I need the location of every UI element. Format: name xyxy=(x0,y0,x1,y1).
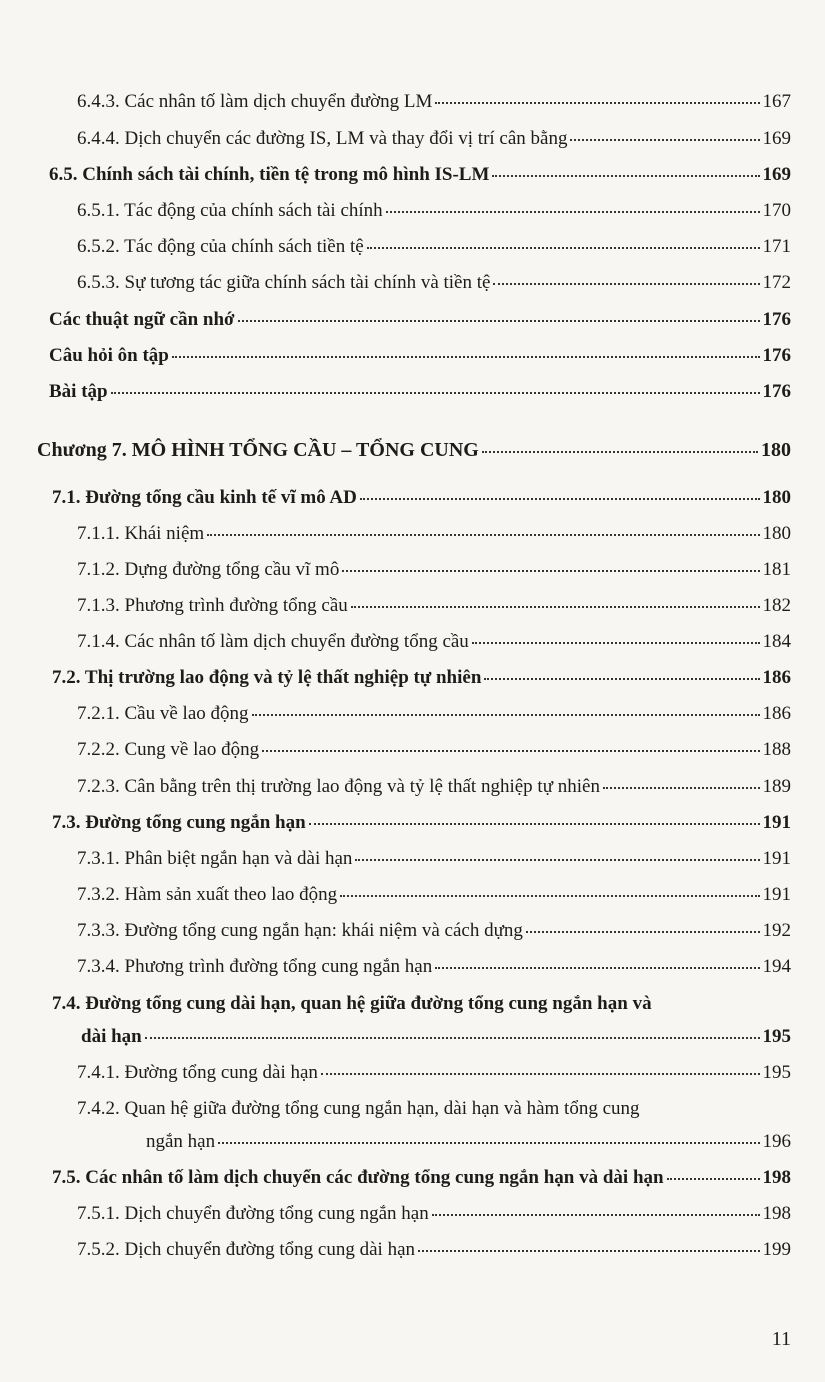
leader-dots xyxy=(435,102,759,104)
toc-entry-title: 7.3. Đường tổng cung ngắn hạn xyxy=(52,812,306,833)
toc-entry-section xyxy=(81,1025,791,1049)
toc-entry-title: 7.2. Thị trường lao động và tỷ lệ thất nghiệp tự nhiên xyxy=(52,667,482,688)
toc-entry-title: 7.1. Đường tổng cầu kinh tế vĩ mô AD xyxy=(52,487,357,508)
toc-entry-section xyxy=(52,486,791,510)
leader-dots xyxy=(367,247,760,249)
toc-entry-title: Các thuật ngữ cần nhớ xyxy=(49,309,235,330)
toc-entry xyxy=(77,199,791,223)
toc-entry-page: 191 xyxy=(762,884,791,905)
toc-entry xyxy=(77,630,791,654)
toc-entry-title: 7.2.3. Cân bằng trên thị trường lao động và tỷ lệ thất nghiệp tự nhiên xyxy=(77,776,600,797)
toc-entry xyxy=(77,1238,791,1262)
leader-dots xyxy=(493,283,759,285)
leader-dots xyxy=(432,1214,760,1216)
toc-entry xyxy=(77,522,791,546)
toc-entry-title: 6.5.2. Tác động của chính sách tiền tệ xyxy=(77,236,364,257)
toc-entry-page: 176 xyxy=(762,381,791,402)
leader-dots xyxy=(603,787,760,789)
toc-entry-title: 6.5.3. Sự tương tác giữa chính sách tài chính và tiền tệ xyxy=(77,272,491,293)
toc-entry-title: ngắn hạn xyxy=(146,1131,216,1152)
toc-entry-page: 191 xyxy=(762,848,791,869)
leader-dots xyxy=(360,498,760,500)
leader-dots xyxy=(526,931,760,933)
leader-dots xyxy=(340,895,759,897)
toc-entry-title: Chương 7. MÔ HÌNH TỔNG CẦU – TỔNG CUNG xyxy=(37,439,479,461)
leader-dots xyxy=(355,859,759,861)
toc-entry xyxy=(77,955,791,979)
toc-entry-title: dài hạn xyxy=(81,1026,142,1047)
toc-entry xyxy=(77,1061,791,1085)
leader-dots xyxy=(207,534,759,536)
toc-entry xyxy=(77,271,791,295)
toc-entry-section xyxy=(52,666,791,690)
toc-entry-title: 7.2.2. Cung về lao động xyxy=(77,739,260,760)
leader-dots xyxy=(321,1073,760,1075)
leader-dots xyxy=(482,451,758,453)
toc-entry-page: 170 xyxy=(762,200,791,221)
toc-entry-section xyxy=(49,380,791,404)
toc-entry-page: 195 xyxy=(762,1026,791,1047)
toc-entry-section-line1: 7.4. Đường tổng cung dài hạn, quan hệ giữa đường tổng cung ngắn hạn và xyxy=(52,993,652,1014)
leader-dots xyxy=(145,1037,760,1039)
toc-entry-title: Câu hỏi ôn tập xyxy=(49,345,169,366)
leader-dots xyxy=(667,1178,760,1180)
toc-entry xyxy=(77,702,791,726)
toc-entry-page: 198 xyxy=(762,1203,791,1224)
toc-entry-page: 182 xyxy=(762,595,791,616)
toc-entry xyxy=(77,558,791,582)
toc-entry-section xyxy=(49,163,791,187)
leader-dots xyxy=(111,392,760,394)
leader-dots xyxy=(484,678,759,680)
toc-entry-page: 180 xyxy=(761,439,791,461)
leader-dots xyxy=(252,714,760,716)
toc-entry-page: 171 xyxy=(762,236,791,257)
toc-entry-title: 7.3.2. Hàm sản xuất theo lao động xyxy=(77,884,338,905)
toc-entry-page: 172 xyxy=(762,272,791,293)
toc-entry xyxy=(77,235,791,259)
toc-entry xyxy=(77,1202,791,1226)
toc-entry-page: 181 xyxy=(762,559,791,580)
toc-entry-line1: 7.4.2. Quan hệ giữa đường tổng cung ngắn hạn, dài hạn và hàm tổng cung xyxy=(77,1098,640,1119)
toc-entry-title: 6.4.3. Các nhân tố làm dịch chuyển đường LM xyxy=(77,91,433,112)
toc-entry-title: 7.4.1. Đường tổng cung dài hạn xyxy=(77,1062,318,1083)
toc-entry-page: 186 xyxy=(762,667,791,688)
toc-entry-title: 6.5.1. Tác động của chính sách tài chính xyxy=(77,200,383,221)
toc-entry-page: 196 xyxy=(762,1131,791,1152)
toc-entry xyxy=(77,847,791,871)
toc-entry xyxy=(77,594,791,618)
toc-entry-page: 176 xyxy=(762,345,791,366)
leader-dots xyxy=(218,1142,759,1144)
toc-entry-title: 7.5. Các nhân tố làm dịch chuyển các đường tổng cung ngắn hạn và dài hạn xyxy=(52,1167,664,1188)
toc-entry-title: 7.2.1. Cầu về lao động xyxy=(77,703,249,724)
toc-entry xyxy=(77,90,791,114)
toc-entry-page: 198 xyxy=(762,1167,791,1188)
toc-entry-page: 195 xyxy=(762,1062,791,1083)
toc-entry-page: 167 xyxy=(762,91,791,112)
leader-dots xyxy=(238,320,760,322)
toc-entry-title: 7.5.2. Dịch chuyển đường tổng cung dài hạn xyxy=(77,1239,416,1260)
toc-entry xyxy=(146,1130,791,1154)
toc-entry-page: 169 xyxy=(762,164,791,185)
page-number: 11 xyxy=(771,1328,791,1350)
toc-entry-section xyxy=(49,308,791,332)
toc-entry-page: 192 xyxy=(762,920,791,941)
leader-dots xyxy=(309,823,760,825)
toc-entry-page: 169 xyxy=(762,128,791,149)
toc-entry-title: 7.1.3. Phương trình đường tổng cầu xyxy=(77,595,348,616)
toc-entry-page: 184 xyxy=(762,631,791,652)
leader-dots xyxy=(492,175,759,177)
toc-entry-section xyxy=(52,1166,791,1190)
toc-entry xyxy=(77,738,791,762)
leader-dots xyxy=(435,967,759,969)
toc-entry-section xyxy=(49,344,791,368)
toc-entry-title: 7.1.2. Dựng đường tổng cầu vĩ mô xyxy=(77,559,340,580)
toc-entry-title: 7.1.4. Các nhân tố làm dịch chuyển đường tổng cầu xyxy=(77,631,469,652)
toc-entry-page: 199 xyxy=(762,1239,791,1260)
toc-entry-title: 7.3.1. Phân biệt ngắn hạn và dài hạn xyxy=(77,848,353,869)
toc-entry-title: 7.1.1. Khái niệm xyxy=(77,523,205,544)
toc-entry xyxy=(77,919,791,943)
leader-dots xyxy=(172,356,760,358)
toc-entry-page: 180 xyxy=(762,523,791,544)
leader-dots xyxy=(342,570,759,572)
toc-entry-page: 188 xyxy=(762,739,791,760)
toc-entry-title: Bài tập xyxy=(49,381,108,402)
leader-dots xyxy=(351,606,760,608)
toc-entry xyxy=(77,775,791,799)
toc-entry-title: 7.3.3. Đường tổng cung ngắn hạn: khái niệm và cách dựng xyxy=(77,920,523,941)
toc-entry xyxy=(77,127,791,151)
toc-entry-page: 191 xyxy=(762,812,791,833)
toc-entry-title: 6.4.4. Dịch chuyển các đường IS, LM và thay đổi vị trí cân bằng xyxy=(77,128,568,149)
toc-entry-chapter xyxy=(37,438,791,462)
toc-entry-page: 180 xyxy=(762,487,791,508)
leader-dots xyxy=(386,211,760,213)
leader-dots xyxy=(418,1250,759,1252)
leader-dots xyxy=(472,642,760,644)
leader-dots xyxy=(262,750,759,752)
toc-entry-page: 186 xyxy=(762,703,791,724)
toc-entry-page: 189 xyxy=(762,776,791,797)
toc-entry-page: 176 xyxy=(762,309,791,330)
toc-entry xyxy=(77,883,791,907)
leader-dots xyxy=(570,139,759,141)
toc-entry-page: 194 xyxy=(762,956,791,977)
toc-entry-title: 6.5. Chính sách tài chính, tiền tệ trong mô hình IS-LM xyxy=(49,164,490,185)
toc-entry-title: 7.3.4. Phương trình đường tổng cung ngắn hạn xyxy=(77,956,433,977)
toc-entry-section xyxy=(52,811,791,835)
toc-entry-title: 7.5.1. Dịch chuyển đường tổng cung ngắn hạn xyxy=(77,1203,429,1224)
